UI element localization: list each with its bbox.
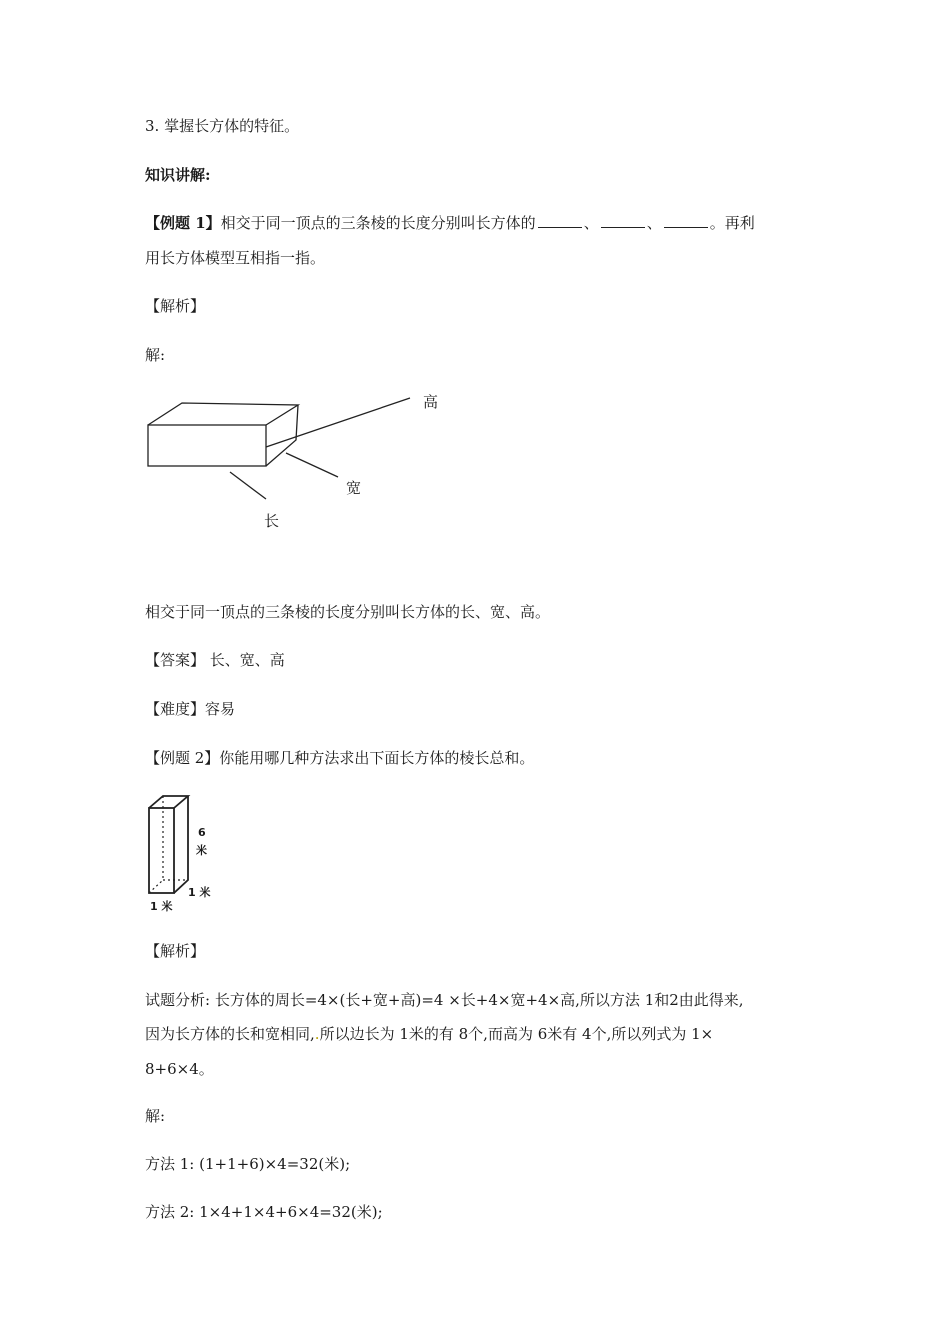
depth-label: 1 米 [188, 886, 211, 899]
analysis-heading-2: 【解析】 [145, 942, 206, 960]
separator-2: 、 [646, 214, 662, 232]
example-1-line-1 [145, 213, 755, 233]
analysis-2-line-2a: 因为长方体的长和宽相同, [145, 1025, 315, 1043]
tall-cuboid-diagram [140, 790, 230, 915]
example-1-tail: 。再利 [709, 214, 755, 232]
solution-label-1: 解: [145, 346, 166, 364]
example-2-line: 【例题 2】你能用哪几种方法求出下面长方体的棱长总和。 [145, 749, 535, 767]
height-label: 高 [423, 393, 439, 411]
length-label: 长 [264, 512, 280, 530]
example-1-label: 【例题 1】 [145, 214, 221, 232]
answer-blank-3 [664, 213, 708, 228]
analysis-2-line-2 [145, 1024, 713, 1044]
method-1: 方法 1: (1+1+6)×4=32(米); [145, 1155, 351, 1173]
example-1-line-2: 用长方体模型互相指一指。 [145, 249, 326, 267]
analysis-2-line-2b: 所以边长为 1米的有 8个,而高为 6米有 4个,所以列式为 1× [319, 1025, 714, 1043]
width-label: 宽 [346, 479, 362, 497]
analysis-2-line-1: 试题分析: 长方体的周长=4×(长+宽+高)=4 ×长+4×宽+4×高,所以方法 1和2由此得来, [145, 991, 744, 1009]
tall-cuboid-figure [140, 790, 230, 915]
cuboid-labeled-figure [140, 385, 460, 535]
example-1-text: 相交于同一顶点的三条棱的长度分别叫长方体的 [220, 214, 536, 232]
height-number-label: 6 [198, 826, 206, 839]
method-2: 方法 2: 1×4+1×4+6×4=32(米); [145, 1203, 383, 1221]
explanation-1: 相交于同一顶点的三条棱的长度分别叫长方体的长、宽、高。 [145, 603, 551, 621]
analysis-heading-1: 【解析】 [145, 297, 206, 315]
answer-line: 【答案】 长、宽、高 [145, 651, 285, 669]
stray-dot: . [314, 1025, 320, 1043]
analysis-2-line-3: 8+6×4。 [145, 1060, 214, 1078]
objective-3: 3. 掌握长方体的特征。 [145, 117, 300, 135]
separator-1: 、 [583, 214, 599, 232]
cuboid-diagram [140, 385, 460, 535]
knowledge-heading: 知识讲解: [145, 166, 211, 184]
width-label-2: 1 米 [150, 900, 173, 913]
difficulty-line: 【难度】容易 [145, 700, 236, 718]
solution-label-2: 解: [145, 1107, 166, 1125]
answer-blank-1 [538, 213, 582, 228]
answer-blank-2 [601, 213, 645, 228]
height-unit-label: 米 [196, 844, 207, 857]
